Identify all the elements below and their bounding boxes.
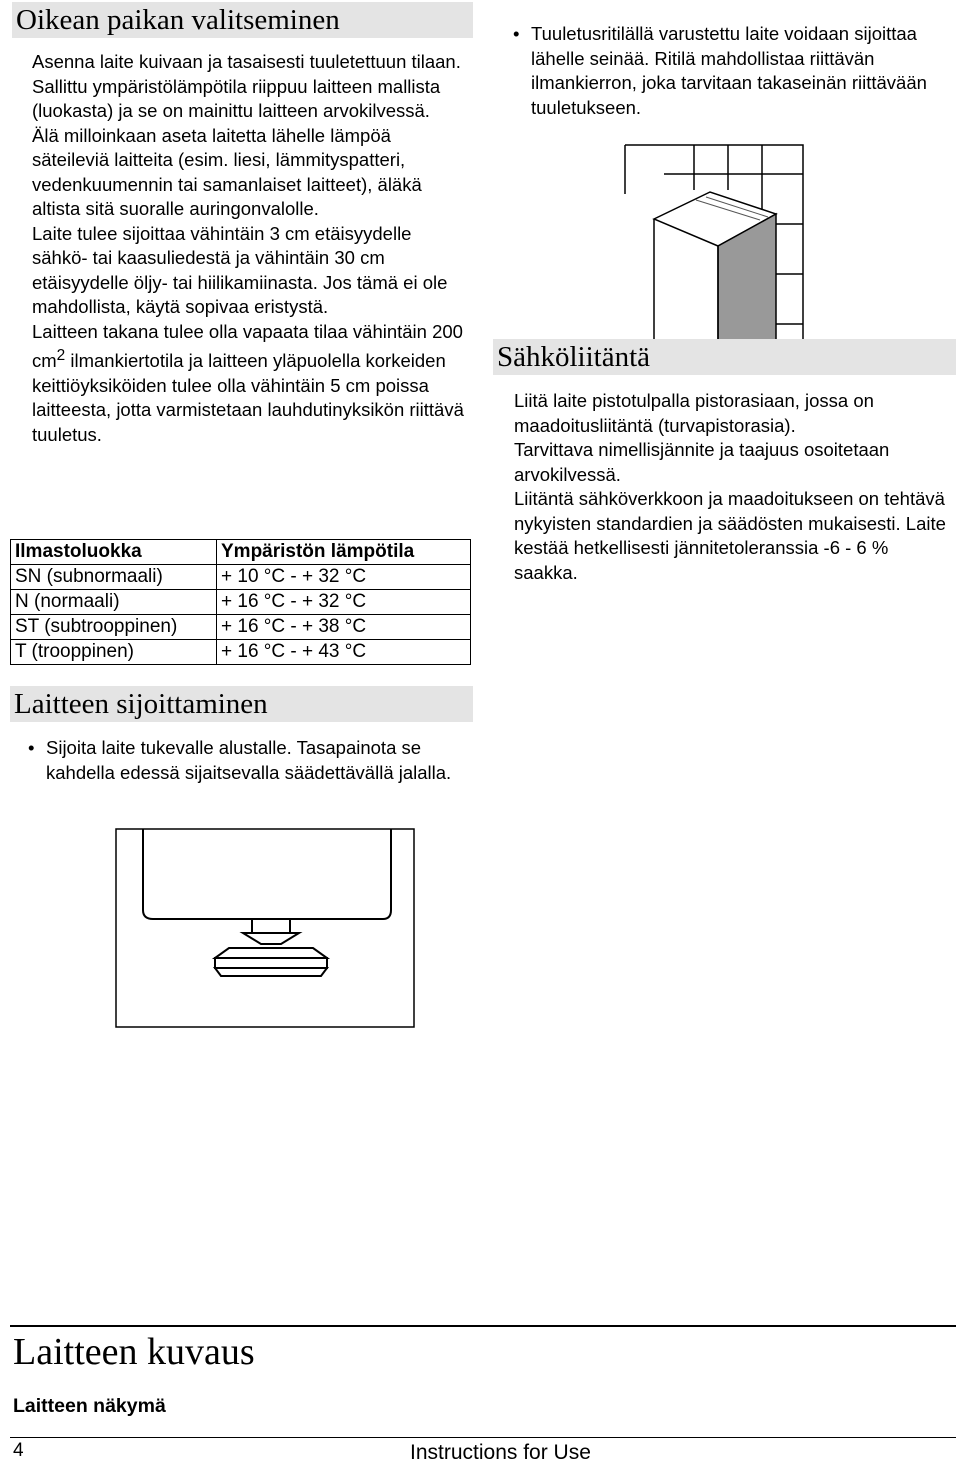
footer-divider [10,1437,956,1438]
section-subtitle: Laitteen näkymä [13,1395,166,1417]
adjustable-foot-illustration [115,828,415,1028]
table-header: Ilmastoluokka [11,540,217,565]
paragraph: Laite tulee sijoittaa vähintäin 3 cm etäisyydelle sähkö- tai kaasuliedestä ja vähintäin 30 cm etäisyydelle öljy- tai hiilikamiinasta. Jos tämä ei ole mahdollista, käytä sopivaa eristystä. [32,222,448,317]
table-cell: N (normaali) [11,590,217,615]
list-item-text: Tuuletusritilällä varustettu laite voidaan sijoittaa lähelle seinää. Ritilä mahdollistaa riittävän ilmankierron, joka tarvitaan takaseinän riittävään tuuletukseen. [531,23,927,118]
electrical-text [514,389,954,585]
paragraph: Liitä laite pistotulpalla pistorasiaan, jossa on maadoitusliitäntä (turvapistorasia). [514,390,874,436]
paragraph: Asenna laite kuivaan ja tasaisesti tuuletettuun tilaan. Sallittu ympäristölämpötila riippuu laitteen mallista (luokasta) ja se on mainittu laitteen arvokilvessä. [32,51,461,121]
footer-title: Instructions for Use [410,1441,591,1464]
bullet-icon: • [513,23,520,44]
ventilation-paragraph [32,320,472,448]
table-cell: T (trooppinen) [11,640,217,665]
table-cell: + 16 °C - + 32 °C [217,590,471,615]
section-divider [10,1325,956,1327]
table-cell: + 10 °C - + 32 °C [217,565,471,590]
paragraph: Tarvittava nimellisjännite ja taajuus osoitetaan arvokilvessä. [514,439,890,485]
page-number: 4 [13,1440,24,1461]
table-cell: + 16 °C - + 38 °C [217,615,471,640]
paragraph: Liitäntä sähköverkkoon ja maadoitukseen on tehtävä nykyisten standardien ja säädösten mukaisesti. Laite kestää hetkellisesti jännitetoleranssia -6 - 6 % saakka. [514,488,946,583]
section-heading-placement: Oikean paikan valitseminen [12,2,473,38]
table-cell: + 16 °C - + 43 °C [217,640,471,665]
paragraph: Älä milloinkaan aseta laitetta lähelle lämpöä säteileviä laitteita (esim. liesi, lämmityspatteri, vedenkuumennin tai samanlaiset laitteet), äläkä altista sitä suoralle auringonvalolle. [32,124,422,219]
ventilation-text-start: Laitteen takana tulee olla vapaata tilaa vähintäin 200 cm [32,320,463,372]
table-header-row [11,540,471,565]
list-item [28,736,468,785]
ventilation-grille-illustration [624,144,804,344]
section-heading-electrical: Sähköliitäntä [493,339,956,375]
climate-class-table [10,539,471,665]
section-heading-description: Laitteen kuvaus [13,1331,255,1373]
table-row [11,615,471,640]
table-cell: ST (subtrooppinen) [11,615,217,640]
table-row [11,590,471,615]
superscript: 2 [56,347,66,364]
ventilation-text-end: ilmankiertotila ja laitteen yläpuolella korkeiden keittiöyksiköiden tulee olla vähintäin 5 cm poissa laitteesta, jotta varmistetaan lauhdutinyksikön riittävä tuuletus. [32,350,464,445]
table-row [11,640,471,665]
table-row [11,565,471,590]
bullet-icon: • [28,737,35,758]
list-item-text: Sijoita laite tukevalle alustalle. Tasapainota se kahdella edessä sijaitsevalla säädettävällä jalalla. [46,737,452,783]
list-item [513,22,953,120]
table-cell: SN (subnormaali) [11,565,217,590]
table-header: Ympäristön lämpötila [217,540,471,565]
section-heading-positioning: Laitteen sijoittaminen [10,686,473,722]
placement-text [32,50,472,447]
